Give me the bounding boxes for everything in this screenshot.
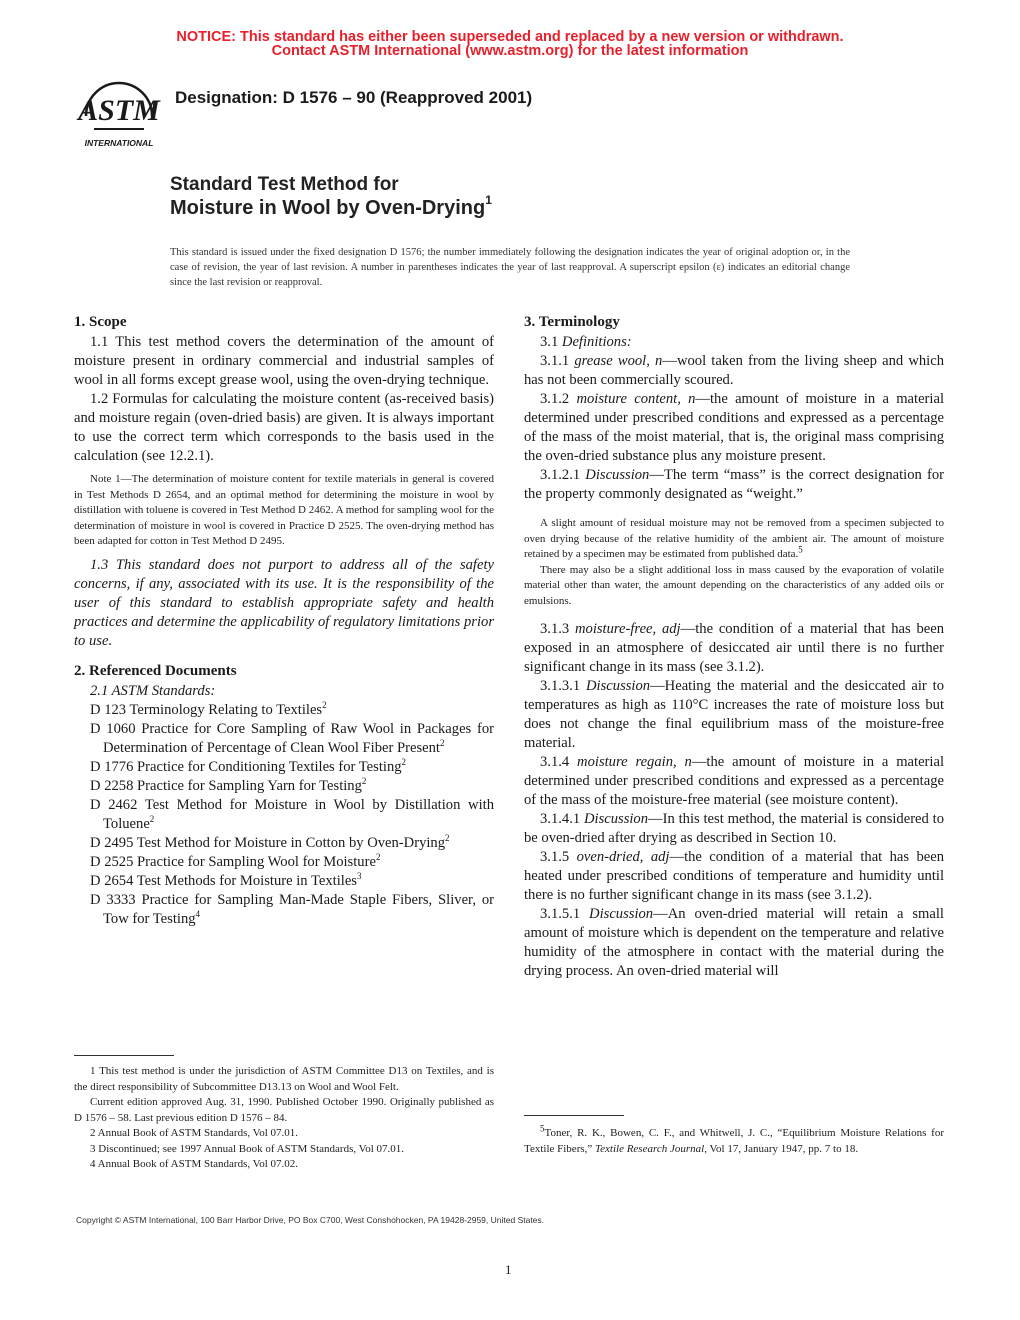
footnote-5: $^5$Toner, R. K., Bowen, C. F., and Whitwell, J. C., “Equilibrium Moisture Relations for Textile Fibers,” Textile Research Journal, Vol 17, January 1947, pp. 7 to 18.	[524, 1123, 944, 1155]
ref-d3333: D 3333 Practice for Sampling Man-Made Staple Fibers, Sliver, or Tow for Testing$^4$	[90, 891, 494, 927]
para-3-1-5-1: 3.1.5.1 Discussion—An oven-dried material will retain a small amount of moisture which is dependent on the temperature and relative humidity of the atmosphere in contact with the material during the drying process. An oven-dried material will	[524, 906, 944, 979]
para-3-1-1: 3.1.1 grease wool, n—wool taken from the living sheep and which has not been commercially scoured.	[524, 353, 944, 388]
footnote-rule-right	[524, 1115, 624, 1116]
ref-d2462: D 2462 Test Method for Moisture in Wool by Distillation with Toluene$^2$	[90, 796, 494, 832]
ref-d1776: D 1776 Practice for Conditioning Textiles for Testing$^2$	[90, 756, 407, 775]
ref-d123: D 123 Terminology Relating to Textiles$^2$	[90, 699, 327, 718]
ref-d2258: D 2258 Practice for Sampling Yarn for Testing$^2$	[90, 775, 367, 794]
para-3-1-2-1: 3.1.2.1 Discussion—The term “mass” is the correct designation for the property commonly designated as “weight.”	[524, 467, 944, 502]
astm-logo-text: ASTM	[78, 94, 160, 127]
footnote-rule	[74, 1055, 174, 1056]
left-footnotes	[74, 1055, 494, 1173]
right-footnotes	[524, 1115, 944, 1157]
ref-d2495: D 2495 Test Method for Moisture in Cotton by Oven-Drying$^2$	[90, 832, 450, 851]
footnote-1-edition: Current edition approved Aug. 31, 1990. Published October 1990. Originally published as D 1576 – 58. Last previous edition D 1576 – 84.	[74, 1096, 494, 1124]
para-3-1-4: 3.1.4 moisture regain, n—the amount of moisture in a material determined under prescribed conditions and expressed as a percentage of the mass of the moisture-free material (see moisture content).	[524, 754, 945, 808]
footnote-2: 2 Annual Book of ASTM Standards, Vol 07.01.	[90, 1127, 298, 1139]
section-1-heading: 1. Scope	[74, 314, 127, 330]
para-3-1-2: 3.1.2 moisture content, n—the amount of moisture in a material determined under prescribed conditions and expressed as a percentage of the mass of the moist material, that is, the original mass comprising the oven-dried substance plus any moisture present.	[524, 391, 945, 464]
section-3-heading: 3. Terminology	[524, 314, 620, 330]
ref-d2654: D 2654 Test Methods for Moisture in Textiles$^3$	[90, 870, 362, 889]
ref-d2525: D 2525 Practice for Sampling Wool for Moisture$^2$	[90, 851, 381, 870]
para-3-1-3: 3.1.3 moisture-free, adj—the condition of a material that has been exposed in an atmosphere of desiccated air until there is no further significant change in its mass (see 3.1.2).	[524, 621, 944, 675]
para-3-1-5: 3.1.5 oven-dried, adj—the condition of a material that has been heated under prescribed conditions of temperature and humidity until there is no further significant change in its mass (see 3.1.2).	[524, 849, 944, 903]
para-3-1: 3.1 Definitions:	[540, 334, 632, 350]
footnote-4: 4 Annual Book of ASTM Standards, Vol 07.02.	[90, 1158, 298, 1170]
para-1-1: 1.1 This test method covers the determination of the amount of moisture present in ordinary commercial and industrial samples of wool in all forms except grease wool, using the oven-drying technique.	[74, 334, 494, 388]
notice-line-1: NOTICE: This standard has either been superseded and replaced by a new version or withdrawn.	[176, 29, 844, 45]
note-1: Note 1—The determination of moisture content for textile materials in general is covered in Test Methods D 2654, and an optimal method for determining the moisture in wool by distillation with toluene is covered in Test Method D 2462. A method for sampling wool for the determination of moisture in wool is covered in Practice D 2525. The oven-drying method has been adapted for cotton in Test Method D 2495.	[74, 473, 494, 547]
title-line-1: Standard Test Method for	[170, 174, 399, 195]
notice-line-2: Contact ASTM International (www.astm.org) for the latest information	[271, 43, 749, 59]
astm-logo	[76, 76, 162, 152]
footnote-3: 3 Discontinued; see 1997 Annual Book of ASTM Standards, Vol 07.01.	[90, 1142, 405, 1155]
para-1-2: 1.2 Formulas for calculating the moisture content (as-received basis) and moisture regain (oven-dried basis) are given. It is always important to use the correct term which corresponds to the basis used in the calculation (see 12.2.1).	[74, 391, 494, 464]
ref-d1060: D 1060 Practice for Core Sampling of Raw Wool in Packages for Determination of Percentage of Clean Wool Fiber Present$^2$	[90, 720, 494, 756]
section-2-heading: 2. Referenced Documents	[74, 662, 237, 679]
page-number: 1	[505, 1262, 512, 1277]
right-column	[524, 313, 944, 981]
para-1-3: 1.3 This standard does not purport to address all of the safety concerns, if any, associated with its use. It is the responsibility of the user of this standard to establish appropriate safety and health practices and determine the applicability of regulatory limitations prior to use.	[74, 556, 494, 649]
issued-note: This standard is issued under the fixed designation D 1576; the number immediately following the designation indicates the year of original adoption or, in the case of revision, the year of last revision. A number in parentheses indicates the year of last reapproval. A superscript epsilon (ε) indicates an editorial change since the last revision or reapproval.	[170, 247, 850, 288]
para-3-1-3-1: 3.1.3.1 Discussion—Heating the material and the desiccated air to temperatures as high as 110°C increases the rate of moisture loss but does not change the final equilibrium mass of the moisture-free material.	[524, 678, 944, 751]
title-line-2: Moisture in Wool by Oven-Drying$^1$	[170, 193, 492, 219]
astm-logo-subtext: INTERNATIONAL	[84, 138, 154, 148]
designation: Designation: D 1576 – 90 (Reapproved 2001)	[175, 88, 533, 107]
footnote-1: 1 This test method is under the jurisdiction of ASTM Committee D13 on Textiles, and is the direct responsibility of Subcommittee D13.13 on Wool and Wool Felt.	[74, 1065, 494, 1093]
note-volatile-loss: There may also be a slight additional loss in mass caused by the evaporation of volatile material other than water, the amount depending on the characteristics of any added oils or emulsions.	[524, 563, 944, 607]
astm-logo-glyph-icon	[76, 94, 161, 127]
note-residual-moisture: A slight amount of residual moisture may not be removed from a specimen subjected to oven drying because of the relative humidity of the ambient air. The amount of moisture retained by a specimen may be estimated from published data.$^5$	[524, 517, 944, 560]
copyright: Copyright © ASTM International, 100 Barr Harbor Drive, PO Box C700, West Conshohocken, PA 19428-2959, United States.	[76, 1215, 545, 1225]
para-3-1-4-1: 3.1.4.1 Discussion—In this test method, the material is considered to be oven-dried after drying as described in Section 10.	[524, 811, 944, 846]
left-column	[74, 313, 494, 929]
refs-subheading: 2.1 ASTM Standards:	[90, 682, 216, 699]
